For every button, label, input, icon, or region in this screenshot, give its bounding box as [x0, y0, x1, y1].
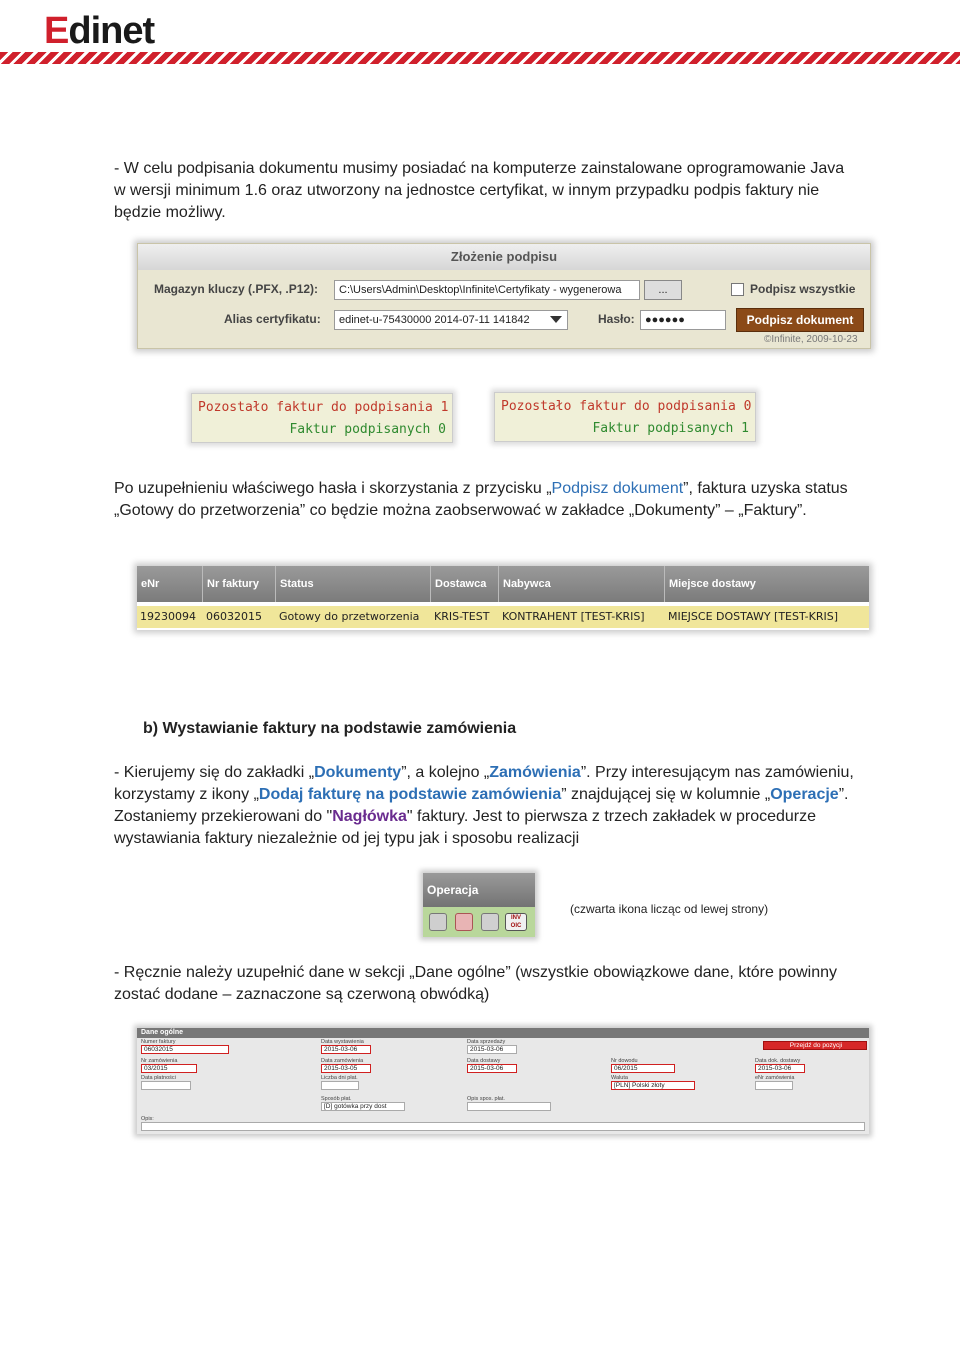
sign-all-label: Podpisz wszystkie: [750, 282, 856, 296]
signature-panel-title: Złożenie podpisu: [138, 244, 870, 270]
cell-status: Gotowy do przetworzenia: [279, 610, 420, 623]
enr-order-input[interactable]: [755, 1081, 793, 1090]
invoice-number-input[interactable]: 06032015: [141, 1045, 229, 1054]
cell-enr: 19230094: [140, 610, 196, 623]
enr-order-label: eNr zamówienia: [755, 1075, 795, 1081]
general-data-title: Dane ogólne: [137, 1028, 869, 1038]
cell-miejsce-dostawy: MIEJSCE DOSTAWY [TEST-KRIS]: [668, 610, 839, 623]
order-paragraph: - Kierujemy się do zakładki „Dokumenty”, a kolejno „Zamówienia”. Przy interesującym nas zamówieniu, korzystamy z ikony „Dodaj fakturę na podstawie zamówienia” znajdującej się w kolumnie „Operacje”. Zostaniemy przekierowani do "Nagłówka" faktury. Jest to pierwsza z trzech zakładek w procedurze wystawiania faktury niezależnie od jej typu jak i sposobu realizacji: [114, 764, 854, 847]
payment-date-input[interactable]: [141, 1081, 191, 1090]
delivery-date-input[interactable]: 2015-03-06: [467, 1064, 517, 1073]
cell-nr-faktury: 06032015: [206, 610, 262, 623]
payment-desc-input[interactable]: [467, 1102, 551, 1111]
col-nr-faktury[interactable]: Nr faktury: [203, 566, 276, 602]
description-input[interactable]: [141, 1122, 865, 1131]
col-enr[interactable]: eNr: [137, 566, 203, 602]
document-number-input[interactable]: 06/2015: [611, 1064, 675, 1073]
payment-method-select[interactable]: [D] gotówka przy dost: [321, 1102, 405, 1111]
operacja-icons: [423, 907, 535, 937]
link-operacje: Operacje: [770, 786, 839, 803]
intro-paragraph: - W celu podpisania dokumentu musimy posiadać na komputerze zainstalowane oprogramowanie Java w wersji minimum 1.6 oraz utworzony na jednostce certyfikat, w innym przypadku podpis faktury nie będzie możliwy.: [114, 160, 845, 221]
chevron-down-icon: [550, 316, 562, 323]
alias-select-value: edinet-u-75430000 2014-07-11 141842: [339, 314, 530, 326]
calendar-icon[interactable]: [455, 913, 473, 931]
add-invoice-icon[interactable]: INV OIC: [505, 913, 527, 931]
invoice-table: [137, 566, 869, 630]
remaining-count: Pozostało faktur do podpisania 1: [198, 400, 449, 415]
delivery-date-label: Data dostawy: [467, 1058, 501, 1064]
sign-all-checkbox[interactable]: [731, 283, 744, 296]
payment-days-label: Liczba dni płat.: [321, 1075, 358, 1081]
delivery-doc-date-label: Data dok. dostawy: [755, 1058, 801, 1064]
description-label: Opis:: [141, 1116, 154, 1122]
table-row[interactable]: [137, 606, 869, 628]
password-label: Hasło:: [598, 312, 635, 326]
keystore-input[interactable]: C:\Users\Admin\Desktop\Infinite\Certyfikaty - wygenerowa: [334, 280, 640, 300]
col-miejsce-dostawy[interactable]: Miejsce dostawy: [669, 578, 756, 590]
password-input[interactable]: ●●●●●●: [640, 310, 726, 330]
counter-before: [191, 393, 453, 443]
sale-date-input[interactable]: 2015-03-06: [467, 1045, 517, 1054]
print-icon[interactable]: [429, 913, 447, 931]
issue-date-input[interactable]: 2015-03-06: [321, 1045, 371, 1054]
save-icon[interactable]: [481, 913, 499, 931]
signed-count: Faktur podpisanych 1: [592, 421, 749, 436]
payment-desc-label: Opis spos. płat.: [467, 1096, 505, 1102]
operacja-panel: [423, 873, 535, 937]
currency-select[interactable]: [PLN] Polski złoty: [611, 1081, 695, 1090]
order-number-input[interactable]: 03/2015: [141, 1064, 197, 1073]
operacja-title: Operacja: [423, 873, 535, 907]
general-data-paragraph: - Ręcznie należy uzupełnić dane w sekcji „Dane ogólne” (wszystkie obowiązkowe dane, które powinny zostać dodane – zaznaczone są czerwoną obwódką): [114, 964, 838, 1003]
link-dodaj-fakture: Dodaj fakturę na podstawie zamówienia: [258, 786, 562, 803]
operacja-hint: (czwarta ikona licząc od lewej strony): [570, 902, 769, 916]
invoice-number-label: Numer faktury: [141, 1039, 176, 1045]
sign-document-button[interactable]: Podpisz dokument: [736, 308, 864, 332]
edinet-logo: Edinet: [44, 10, 155, 52]
general-data-form: [137, 1028, 869, 1134]
link-podpisz-dokument: Podpisz dokument: [551, 480, 684, 497]
col-dostawca[interactable]: Dostawca: [431, 566, 499, 602]
order-date-label: Data zamówienia: [321, 1058, 364, 1064]
alias-label: Alias certyfikatu:: [224, 312, 321, 326]
sale-date-label: Data sprzedaży: [467, 1039, 506, 1045]
cell-dostawca: KRIS-TEST: [434, 610, 490, 623]
order-number-label: Nr zamówienia: [141, 1058, 178, 1064]
header-stripe: [0, 52, 960, 64]
copyright-text: ©Infinite, 2009-10-23: [764, 334, 858, 345]
signed-count: Faktur podpisanych 0: [289, 422, 446, 437]
col-status[interactable]: Status: [276, 566, 431, 602]
counter-after: [494, 392, 756, 442]
signature-panel: [137, 243, 871, 349]
keystore-label: Magazyn kluczy (.PFX, .P12):: [154, 282, 319, 296]
browse-button[interactable]: ...: [644, 280, 682, 300]
cell-nabywca: KONTRAHENT [TEST-KRIS]: [502, 610, 645, 623]
issue-date-label: Data wystawienia: [321, 1039, 364, 1045]
remaining-count: Pozostało faktur do podpisania 0: [501, 399, 752, 414]
order-date-input[interactable]: 2015-03-05: [321, 1064, 371, 1073]
payment-method-label: Sposób płat.: [321, 1096, 352, 1102]
currency-label: Waluta: [611, 1075, 628, 1081]
status-paragraph: Po uzupełnieniu właściwego hasła i skorzystania z przycisku „Podpisz dokument”, faktura uzyska status „Gotowy do przetworzenia” co będzie można zaobserwować w zakładce „Dokumenty” – „Faktury”.: [114, 480, 848, 519]
link-naglowka: Nagłówka: [332, 808, 407, 825]
delivery-doc-date-input[interactable]: 2015-03-06: [755, 1064, 805, 1073]
payment-days-input[interactable]: [321, 1081, 359, 1090]
alias-select[interactable]: [334, 310, 568, 330]
document-number-label: Nr dowodu: [611, 1058, 638, 1064]
link-zamowienia: Zamówienia: [489, 764, 581, 781]
section-heading: b) Wystawianie faktury na podstawie zamówienia: [143, 720, 517, 737]
link-dokumenty: Dokumenty: [314, 764, 402, 781]
col-nabywca[interactable]: Nabywca: [499, 566, 665, 602]
table-header: [137, 566, 869, 602]
go-to-items-button[interactable]: Przejdź do pozycji: [763, 1041, 867, 1050]
payment-date-label: Data płatności: [141, 1075, 176, 1081]
